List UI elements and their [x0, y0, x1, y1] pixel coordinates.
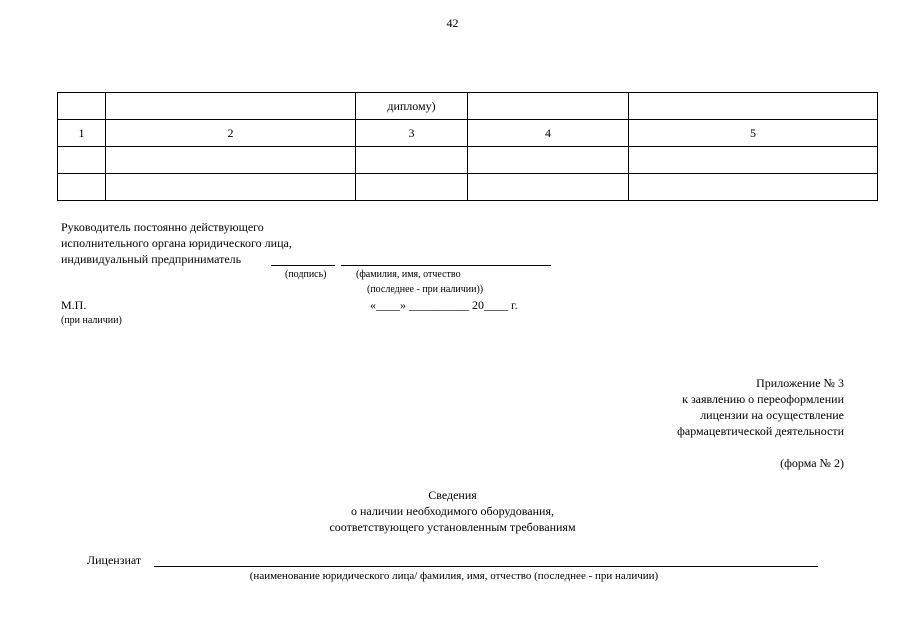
head-title-line1: Руководитель постоянно действующего: [61, 220, 264, 234]
page-number: 42: [446, 16, 459, 30]
form-number: (форма № 2): [780, 456, 844, 470]
table-cell: [629, 174, 878, 201]
table-cell: дипломy): [356, 93, 468, 120]
table-cell: [106, 147, 356, 174]
table-cell: [468, 93, 629, 120]
column-number: 2: [106, 120, 356, 147]
column-number: 1: [58, 120, 106, 147]
table-cell: [106, 93, 356, 120]
stamp-note: (при наличии): [61, 315, 122, 326]
table-row: [58, 147, 878, 174]
table-cell: [58, 147, 106, 174]
table-row: [58, 174, 878, 201]
appendix-line1: Приложение № 3: [756, 376, 844, 390]
column-number: 4: [468, 120, 629, 147]
signature-caption: (подпись): [285, 269, 327, 280]
licensee-caption: (наименование юридического лица/ фамилия, имя, отчество (последнее - при наличии): [249, 570, 659, 582]
table-cell: [629, 147, 878, 174]
appendix-line2: к заявлению о переоформлении: [682, 392, 844, 406]
table-header-row: [58, 120, 878, 147]
date-field: «____» __________ 20____ г.: [370, 298, 518, 312]
doc-title-line3: соответствующего установленным требованиям: [329, 520, 576, 534]
head-title-line2: исполнительного органа юридического лица,: [61, 236, 292, 250]
table-cell: [356, 147, 468, 174]
table-cell: [629, 93, 878, 120]
table-row: [58, 93, 878, 120]
head-title-line3: индивидуальный предприниматель: [61, 252, 242, 266]
table-cell: [58, 174, 106, 201]
column-number: 3: [356, 120, 468, 147]
table-cell: [468, 147, 629, 174]
table-cell: [468, 174, 629, 201]
licensee-line: [154, 566, 818, 567]
name-caption-line2: (последнее - при наличии)): [367, 284, 484, 295]
equipment-table: [57, 92, 878, 201]
appendix-line3: лицензии на осуществление: [700, 408, 844, 422]
signature-line: [271, 265, 335, 266]
table-cell: [356, 174, 468, 201]
name-line: [341, 265, 551, 266]
doc-title-line2: о наличии необходимого оборудования,: [351, 504, 554, 518]
stamp-label: М.П.: [61, 298, 87, 312]
appendix-line4: фармацевтической деятельности: [677, 424, 844, 438]
column-number: 5: [629, 120, 878, 147]
table-cell: [106, 174, 356, 201]
name-caption-line1: (фамилия, имя, отчество: [356, 269, 461, 280]
table-cell: [58, 93, 106, 120]
doc-title-line1: Сведения: [428, 488, 477, 502]
licensee-label: Лицензиат: [87, 553, 142, 567]
